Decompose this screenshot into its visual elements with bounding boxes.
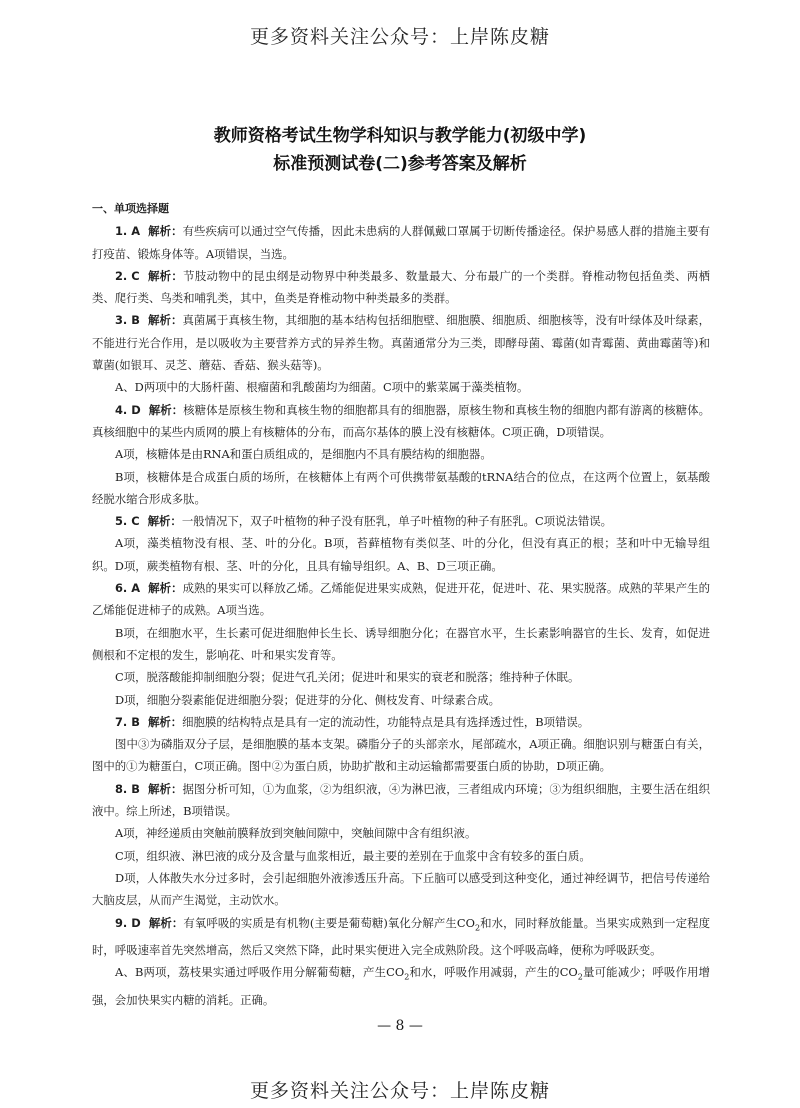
followup-text: B项，核糖体是合成蛋白质的场所，在核糖体上有两个可供携带氨基酸的tRNA结合的位点，在这两个位置上，氨基酸经脱水缩合形成多肽。 xyxy=(92,469,710,506)
followup-text: A项，神经递质由突触前膜释放到突触间隙中，突触间隙中含有组织液。 xyxy=(115,826,477,841)
question-item xyxy=(92,778,710,823)
subscript: 2 xyxy=(404,972,410,982)
question-followup xyxy=(92,845,710,867)
explanation-text: 据图分析可知，①为血浆，②为组织液，④为淋巴液，三者组成内环境；③为组织细胞，主要生活在组织液中。综上所述，B项错误。 xyxy=(92,781,710,819)
followup-text: A、D两项中的大肠杆菌、根瘤菌和乳酸菌均为细菌。C项中的紫菜属于藻类植物。 xyxy=(115,380,529,395)
explanation-label: 解析： xyxy=(148,402,184,417)
answer-key: D xyxy=(131,402,141,417)
title-block xyxy=(0,122,800,178)
explanation-text-continued: 和水，同时释放能量。当果实成熟到一定程度时，呼吸速率首先突然增高，然后又突然下降，此时果实便进入完全成熟阶段。这个呼吸高峰，便称为呼吸跃变。 xyxy=(92,915,710,958)
followup-text: 图中③为磷脂双分子层，是细胞膜的基本支架。磷脂分子的头部亲水，尾部疏水，A项正确。细胞识别与糖蛋白有关，图中的①为糖蛋白，C项正确。图中②为蛋白质，协助扩散和主动运输都需要蛋白质的协助，D项正确。 xyxy=(92,737,710,774)
question-followup xyxy=(92,666,710,688)
question-number: 6. xyxy=(115,581,128,596)
answer-key: D xyxy=(131,915,141,930)
bottom-banner: 更多资料关注公众号：上岸陈皮糖 xyxy=(249,1080,550,1102)
question-item xyxy=(92,711,710,733)
subscript: 2 xyxy=(474,922,481,932)
explanation-text: 细胞膜的结构特点是具有一定的流动性，功能特点是具有选择透过性，B项错误。 xyxy=(182,714,590,729)
question-followup xyxy=(92,733,710,778)
page-subtitle: 标准预测试卷(二)参考答案及解析 xyxy=(273,154,527,174)
question-number: 2. xyxy=(115,268,128,283)
explanation-text: 一般情况下，双子叶植物的种子没有胚乳，单子叶植物的种子有胚乳。C项说法错误。 xyxy=(181,514,612,529)
question-item-9 xyxy=(92,912,710,962)
explanation-label: 解析： xyxy=(147,781,183,796)
question-number: 1. xyxy=(115,224,128,239)
question-number: 5. xyxy=(115,514,128,529)
followup-text: B项，在细胞水平，生长素可促进细胞伸长生长、诱导细胞分化；在器官水平，生长素影响器官的生长、发育，如促进侧根和不定根的发生，影响花、叶和果实发育等。 xyxy=(92,625,710,662)
explanation-text: 成熟的果实可以释放乙烯。乙烯能促进果实成熟，促进开花，促进叶、花、果实脱落。成熟的苹果产生的乙烯能促进柿子的成熟。A项当选。 xyxy=(92,581,710,618)
explanation-label: 解析： xyxy=(147,268,184,283)
explanation-label: 解析： xyxy=(148,581,183,596)
followup-text: A项，藻类植物没有根、茎、叶的分化。B项，苔藓植物有类似茎、叶的分化，但没有真正的根；茎和叶中无输导组织。D项，蕨类植物有根、茎、叶的分化，且具有输导组织。A、B、D三项正确。 xyxy=(92,536,710,573)
question-item xyxy=(92,265,710,310)
explanation-text: 有些疾病可以通过空气传播，因此未患病的人群佩戴口罩属于切断传播途径。保护易感人群的措施主要有打疫苗、锻炼身体等。A项错误，当选。 xyxy=(92,224,710,261)
answer-key: C xyxy=(131,514,140,529)
question-followup xyxy=(92,376,710,398)
answer-content xyxy=(92,198,710,1011)
question-item xyxy=(92,309,710,376)
answer-key: B xyxy=(131,781,140,796)
page-title: 教师资格考试生物学科知识与教学能力(初级中学) xyxy=(213,126,587,146)
followup-text: A、B两项，荔枝果实通过呼吸作用分解葡萄糖，产生CO xyxy=(115,965,405,980)
question-number: 8. xyxy=(115,781,128,796)
question-number: 3. xyxy=(115,313,128,328)
answer-key: A xyxy=(131,224,141,239)
explanation-text: 有氧呼吸的实质是有机物(主要是葡萄糖)氧化分解产生CO xyxy=(183,915,475,930)
question-followup xyxy=(92,622,710,667)
followup-text: 和水，呼吸作用减弱，产生的CO xyxy=(409,965,578,980)
explanation-label: 解析： xyxy=(148,915,184,930)
explanation-text: 核糖体是原核生物和真核生物的细胞都具有的细胞器，原核生物和真核生物的细胞内都有游离的核糖体。真核细胞中的某些内质网的膜上有核糖体的分布，而高尔基体的膜上没有核糖体。C项正确，D项错误。 xyxy=(92,402,710,439)
answer-key: B xyxy=(131,714,140,729)
followup-text: 量可能减少；呼吸作用增强，会加快果实内糖的消耗。正确。 xyxy=(92,965,710,1007)
question-list xyxy=(92,220,710,911)
question-followup xyxy=(92,961,710,1011)
explanation-text: 真菌属于真核生物，其细胞的基本结构包括细胞壁、细胞膜、细胞质、细胞核等，没有叶绿体及叶绿素，不能进行光合作用，是以吸收为主要营养方式的异养生物。真菌通常分为三类，即酵母菌、霉菌(如青霉菌、黄曲霉菌等)和蕈菌(如银耳、灵芝、蘑菇、香菇、猴头菇等)。 xyxy=(92,313,710,373)
question-number: 4. xyxy=(115,402,128,417)
question-item xyxy=(92,577,710,622)
page-number: — 8 — xyxy=(377,1018,423,1034)
question-followup xyxy=(92,689,710,711)
explanation-label: 解析： xyxy=(148,224,183,239)
question-number: 9. xyxy=(115,915,128,930)
explanation-label: 解析： xyxy=(147,514,182,529)
question-followup xyxy=(92,466,710,511)
question-followup xyxy=(92,822,710,844)
answer-key: A xyxy=(131,581,141,596)
question-item xyxy=(92,220,710,265)
question-number: 7. xyxy=(115,714,128,729)
explanation-label: 解析： xyxy=(147,313,183,328)
explanation-label: 解析： xyxy=(147,714,183,729)
followup-text: D项，人体散失水分过多时，会引起细胞外液渗透压升高。下丘脑可以感受到这种变化，通过神经调节，把信号传递给大脑皮层，从而产生渴觉，主动饮水。 xyxy=(92,870,710,908)
section-heading: 一、单项选择题 xyxy=(92,202,169,215)
answer-key: C xyxy=(131,268,140,283)
followup-text: D项，细胞分裂素能促进细胞分裂；促进芽的分化、侧枝发育、叶绿素合成。 xyxy=(115,692,501,707)
question-followup xyxy=(92,532,710,577)
question-item xyxy=(92,399,710,444)
explanation-text: 节肢动物中的昆虫纲是动物界中种类最多、数量最大、分布最广的一个类群。脊椎动物包括鱼类、两栖类、爬行类、鸟类和哺乳类，其中，鱼类是脊椎动物中种类最多的类群。 xyxy=(92,268,710,306)
top-banner: 更多资料关注公众号：上岸陈皮糖 xyxy=(249,26,550,48)
followup-text: C项，脱落酸能抑制细胞分裂；促进气孔关闭；促进叶和果实的衰老和脱落；维持种子休眠。 xyxy=(115,670,580,685)
question-followup xyxy=(92,443,710,465)
followup-text: A项，核糖体是由RNA和蛋白质组成的，是细胞内不具有膜结构的细胞器。 xyxy=(115,447,492,462)
followup-text: C项，组织液、淋巴液的成分及含量与血浆相近，最主要的差别在于血浆中含有较多的蛋白质。 xyxy=(115,848,591,863)
question-item xyxy=(92,510,710,532)
question-followup xyxy=(92,867,710,912)
subscript: 2 xyxy=(577,972,583,982)
answer-key: B xyxy=(131,313,140,328)
